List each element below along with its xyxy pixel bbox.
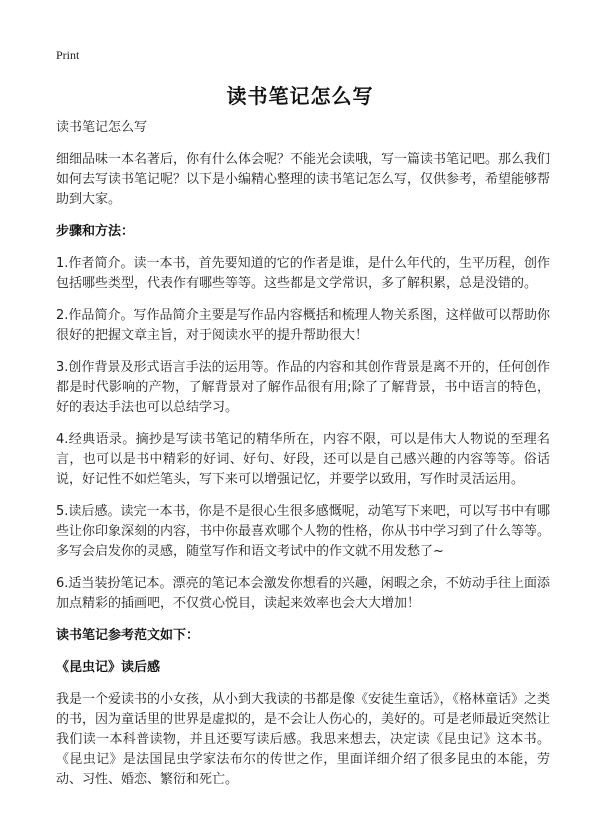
step-item-6: 6.适当装扮笔记本。漂亮的笔记本会激发你想看的兴趣，闲暇之余，不妨动手往上面添加点精彩的插画吧，不仅赏心悦目，读起来效率也会大大增加！ xyxy=(56,576,550,611)
document-subtitle: 读书笔记怎么写 xyxy=(56,120,148,135)
essay-title: 《昆虫记》读后感 xyxy=(56,660,161,675)
steps-heading: 步骤和方法： xyxy=(56,224,135,239)
step-item-3: 3.创作背景及形式语言手法的运用等。作品的内容和其创作背景是离不开的，任何创作都是时代影响的产物，了解背景对了解作品很有用;除了了解背景，书中语言的特色，好的表达手法也可以总结学习。 xyxy=(56,360,550,415)
step-item-1: 1.作者简介。读一本书，首先要知道的它的作者是谁，是什么年代的，生平历程，创作包括哪些类型，代表作有哪些等等。这些都是文学常识，多了解积累，总是没错的。 xyxy=(56,256,550,291)
page-title: 读书笔记怎么写 xyxy=(226,84,374,108)
sample-heading: 读书笔记参考范文如下： xyxy=(56,628,200,643)
print-label[interactable]: Print xyxy=(56,48,80,62)
essay-paragraph: 我是一个爱读书的小女孩，从小到大我读的书都是像《安徒生童话》，《格林童话》之类的书，因为童话里的世界是虚拟的，是不会让人伤心的，美好的。可是老师最近突然让我们读一本科普读物，并且还要写读后感。我思来想去，决定读《昆虫记》这本书。《昆虫记》是法国昆虫学家法布尔的传世之作，里面详细介绍了很多昆虫的本能，劳动、习性、婚恋、繁衍和死亡。 xyxy=(56,692,551,787)
step-item-2: 2.作品简介。写作品简介主要是写作品内容概括和梳理人物关系图，这样做可以帮助你很好的把握文章主旨，对于阅读水平的提升帮助很大！ xyxy=(56,308,550,343)
step-item-4: 4.经典语录。摘抄是写读书笔记的精华所在，内容不限，可以是伟大人物说的至理名言，也可以是书中精彩的好词、好句、好段，还可以是自己感兴趣的内容等等。俗话说，好记性不如烂笔头，写下来可以增强记忆，并要学以致用，写作时灵活运用。 xyxy=(56,432,550,487)
intro-paragraph: 细细品味一本名著后，你有什么体会呢？不能光会读哦，写一篇读书笔记吧。那么我们如何去写读书笔记呢？以下是小编精心整理的读书笔记怎么写，仅供参考，希望能够帮助到大家。 xyxy=(56,152,551,207)
step-item-5: 5.读后感。读完一本书，你是不是很心生很多感慨呢，动笔写下来吧，可以写书中有哪些让你印象深刻的内容，书中你最喜欢哪个人物的性格，你从书中学习到了什么等等。多写会启发你的灵感，随堂写作和语文考试中的作文就不用发愁了~ xyxy=(56,504,551,559)
document-body xyxy=(56,118,550,802)
